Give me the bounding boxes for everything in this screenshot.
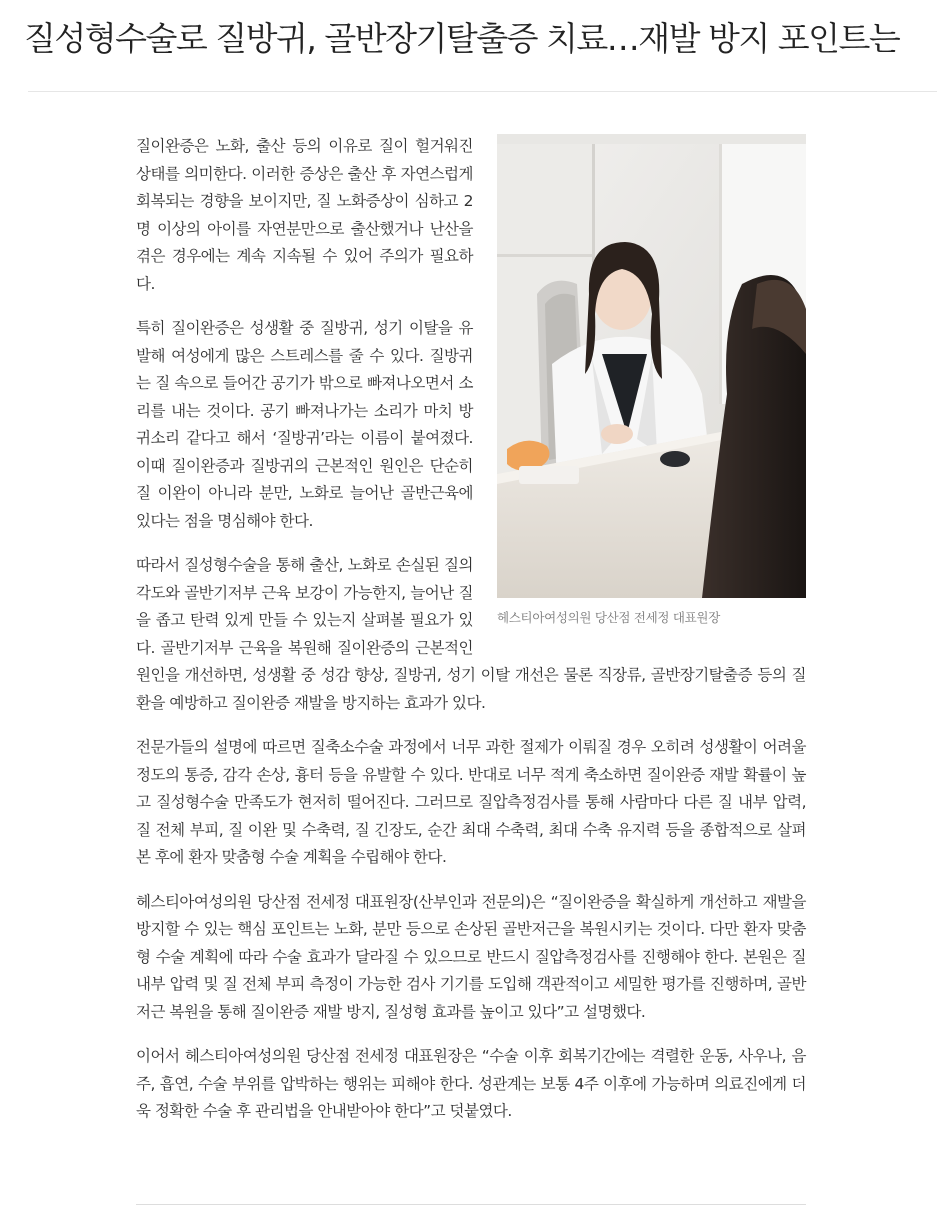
photo-caption: 헤스티아여성의원 당산점 전세정 대표원장 [497, 610, 720, 625]
paragraph-4: 전문가들의 설명에 따르면 질축소수술 과정에서 너무 과한 절제가 이뤄질 경우 오히려 성생활이 어려울 정도의 통증, 감각 손상, 흉터 등을 유발할 수 있다. 반대로 너무 적게 축소하면 질이완증 재발 확률이 높고 질성형수술 만족도가 현저히 떨어진다. 그러므로 질압측정검사를 통해 사람마다 다른 질 내부 압력, 질 전체 부피, 질 이완 및 수축력, 질 긴장도, 순간 최대 수축력, 최대 수축 유지력 등을 종합적으로 살펴본 후에 환자 맞춤형 수술 계획을 수립해야 한다. [136, 738, 806, 866]
title-divider [28, 91, 937, 92]
paragraph-1: 질이완증은 노화, 출산 등의 이유로 질이 헐거워진 상태를 의미한다. 이러한 증상은 출산 후 자연스럽게 회복되는 경향을 보이지만, 질 노화증상이 심하고 2명 이상의 아이를 자연분만으로 출산했거나 난산을 겪은 경우에는 계속 지속될 수 있어 주의가 필요하다. [136, 137, 473, 293]
article-body [136, 133, 806, 1143]
paragraph-6: 이어서 헤스티아여성의원 당산점 전세정 대표원장은 “수술 이후 회복기간에는 격렬한 운동, 사우나, 음주, 흡연, 수술 부위를 압박하는 행위는 피해야 한다. 성관계는 보통 4주 이후에 가능하며 의료진에게 더욱 정확한 수술 후 관리법을 안내받아야 한다”고 덧붙였다. [136, 1047, 806, 1120]
paragraph-3: 따라서 질성형수술을 통해 출산, 노화로 손실된 질의 각도와 골반기저부 근육 보강이 가능한지, 늘어난 질을 좁고 탄력 있게 만들 수 있는지 살펴볼 필요가 있다. 골반기저부 근육을 복원해 질이완증의 근본적인 원인을 개선하면, 성생활 중 성감 향상, 질방귀, 성기 이탈 개선은 물론 직장류, 골반장기탈출증 등의 질환을 예방하고 질이완증 재발을 방지하는 효과가 있다. [136, 556, 806, 712]
paragraph-5: 헤스티아여성의원 당산점 전세정 대표원장(산부인과 전문의)은 “질이완증을 확실하게 개선하고 재발을 방지할 수 있는 핵심 포인트는 노화, 분만 등으로 손상된 골반저근을 복원시키는 것이다. 다만 환자 맞춤형 수술 계획에 따라 수술 효과가 달라질 수 있으므로 반드시 질압측정검사를 진행해야 한다. 본원은 질 내부 압력 및 질 전체 부피 측정이 가능한 검사 기기를 도입해 객관적이고 세밀한 평가를 진행하며, 골반저근 복원을 통해 질이완증 재발 방지, 질성형 효과를 높이고 있다”고 설명했다. [136, 892, 806, 1021]
paragraph-2: 특히 질이완증은 성생활 중 질방귀, 성기 이탈을 유발해 여성에게 많은 스트레스를 줄 수 있다. 질방귀는 질 속으로 들어간 공기가 밖으로 빠져나오면서 소리를 내는 것이다. 공기 빠져나가는 소리가 마치 방귀소리 같다고 해서 ‘질방귀’라는 이름이 붙여졌다. 이때 질이완증과 질방귀의 근본적인 원인은 단순히 질 이완이 아니라 분만, 노화로 늘어난 골반근육에 있다는 점을 명심해야 한다. [136, 319, 473, 530]
doctor-consultation-photo[interactable] [497, 134, 806, 598]
article-photo-figure [497, 134, 806, 628]
article-headline: 질성형수술로 질방귀, 골반장기탈출증 치료…재발 방지 포인트는 [24, 19, 900, 58]
bottom-divider [136, 1204, 806, 1205]
